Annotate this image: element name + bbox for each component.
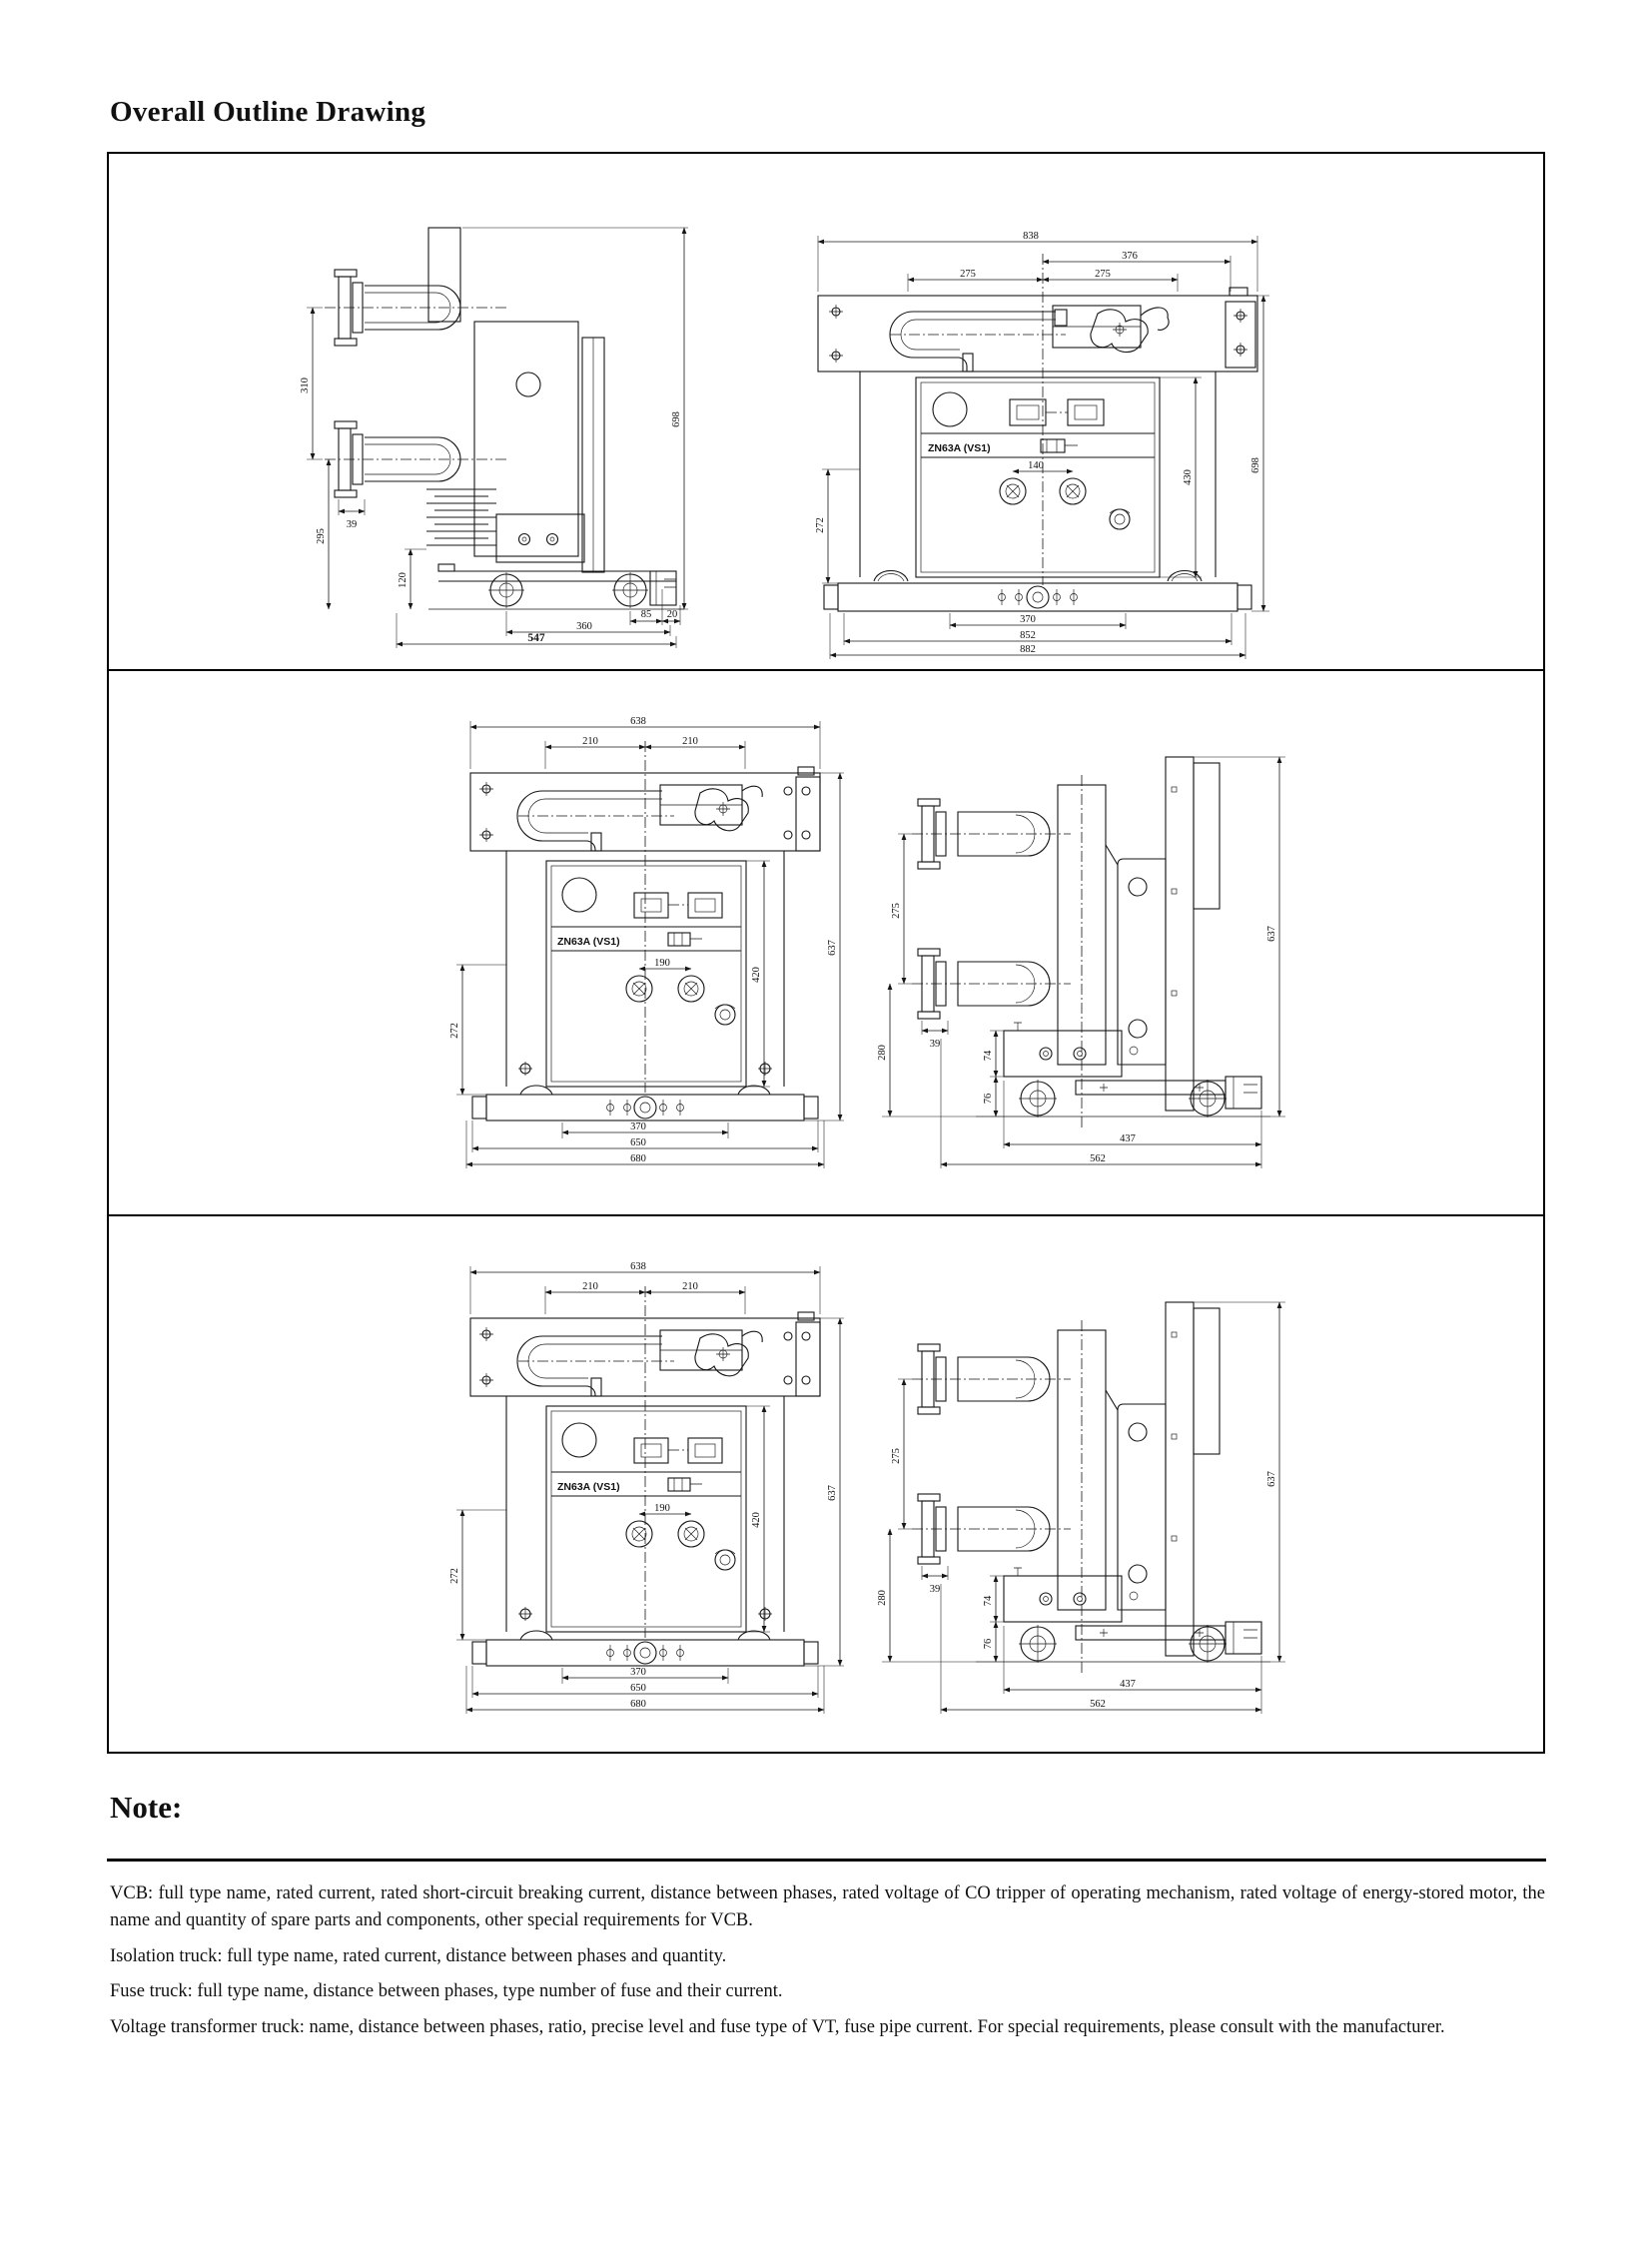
note-item-isolation-truck: Isolation truck: full type name, rated current, distance between phases and quantity. — [110, 1945, 727, 1966]
panel-nameplate: ZN63A (VS1) — [557, 1481, 620, 1493]
panel-nameplate: ZN63A (VS1) — [928, 442, 991, 454]
dim-698: 698 — [1250, 457, 1261, 473]
dim-280: 280 — [877, 1045, 888, 1061]
dim-420: 420 — [751, 967, 762, 983]
vcb-side-geometry — [325, 228, 684, 609]
dim-76: 76 — [983, 1638, 994, 1650]
dim-637: 637 — [1266, 1471, 1277, 1487]
vcb-front-view-drawing — [798, 226, 1277, 660]
dim-547: 547 — [527, 632, 545, 644]
dim-680: 680 — [630, 1153, 646, 1164]
dim-272: 272 — [815, 517, 826, 533]
drawing-row-2 — [109, 671, 1543, 1216]
dim-280: 280 — [877, 1590, 888, 1606]
dim-39: 39 — [929, 1584, 941, 1595]
dim-39: 39 — [929, 1039, 941, 1050]
dim-698: 698 — [671, 411, 682, 427]
truck-front-dimensions — [449, 1261, 844, 1714]
vcb-side-dimensions — [300, 228, 688, 648]
dim-370: 370 — [630, 1667, 646, 1678]
dim-275-left: 275 — [960, 269, 976, 280]
dim-637: 637 — [1266, 926, 1277, 942]
dim-210-right: 210 — [682, 1281, 698, 1292]
truck-front-view-drawing — [428, 713, 858, 1172]
dim-420: 420 — [751, 1512, 762, 1528]
dim-39: 39 — [346, 519, 358, 530]
note-item-vt-truck: Voltage transformer truck: name, distance between phases, ratio, precise level and fuse type of VT, fuse pipe current. For special requirements, please consult with the manufacturer. — [110, 2017, 1445, 2038]
truck-side-geometry — [912, 1302, 1270, 1674]
dim-680: 680 — [630, 1699, 646, 1710]
dim-74: 74 — [983, 1050, 994, 1062]
note-list — [110, 1880, 1545, 2050]
dim-120: 120 — [398, 572, 409, 588]
dim-275: 275 — [891, 903, 902, 919]
dim-370: 370 — [630, 1121, 646, 1132]
drawing-row-3 — [109, 1216, 1543, 1750]
dim-20: 20 — [666, 609, 678, 620]
dim-140: 140 — [1028, 460, 1044, 471]
vcb-front-geometry — [818, 288, 1257, 611]
note-item-vcb: VCB: full type name, rated current, rated short-circuit breaking current, distance between phases, rated voltage of CO tripper of operating mechanism, rated voltage of energy-stored motor, the name and quantity of spare parts and components, other special requirements for VCB. — [110, 1883, 1545, 1930]
dim-430: 430 — [1183, 469, 1194, 485]
truck-side-view-drawing — [866, 729, 1295, 1188]
dim-437: 437 — [1120, 1133, 1136, 1144]
truck-side-dimensions — [877, 757, 1285, 1168]
dim-370: 370 — [1020, 614, 1036, 625]
dim-190: 190 — [654, 958, 670, 969]
vcb-side-view-drawing — [279, 220, 698, 651]
note-divider — [107, 1859, 1546, 1862]
dim-272: 272 — [449, 1023, 460, 1039]
truck-front-view-drawing — [428, 1258, 858, 1718]
dim-85: 85 — [640, 609, 652, 620]
drawing-frame — [107, 152, 1545, 1754]
dim-295: 295 — [316, 528, 327, 544]
dim-360: 360 — [576, 621, 592, 632]
dim-638: 638 — [630, 716, 646, 727]
dim-437: 437 — [1120, 1679, 1136, 1690]
dim-852: 852 — [1020, 630, 1036, 641]
panel-nameplate: ZN63A (VS1) — [557, 936, 620, 948]
dim-275: 275 — [891, 1448, 902, 1464]
dim-210-left: 210 — [582, 1281, 598, 1292]
dim-637: 637 — [827, 1485, 838, 1501]
dim-pole-pitch: 310 — [300, 377, 311, 393]
truck-side-view-drawing — [866, 1274, 1295, 1734]
dim-74: 74 — [983, 1595, 994, 1607]
dim-638: 638 — [630, 1261, 646, 1272]
truck-side-dimensions — [877, 1302, 1285, 1714]
truck-front-dimensions — [449, 716, 844, 1168]
dim-76: 76 — [983, 1093, 994, 1105]
dim-190: 190 — [654, 1503, 670, 1514]
dim-650: 650 — [630, 1137, 646, 1148]
dim-272: 272 — [449, 1568, 460, 1584]
page-title: Overall Outline Drawing — [110, 96, 426, 128]
drawing-row-1 — [109, 154, 1543, 671]
note-item-fuse-truck: Fuse truck: full type name, distance between phases, type number of fuse and their current. — [110, 1981, 783, 2002]
dim-210-right: 210 — [682, 736, 698, 747]
dim-650: 650 — [630, 1683, 646, 1694]
dim-376: 376 — [1122, 251, 1138, 262]
truck-side-geometry — [912, 757, 1270, 1128]
note-heading: Note: — [110, 1790, 183, 1825]
dim-637: 637 — [827, 940, 838, 956]
dim-210-left: 210 — [582, 736, 598, 747]
dim-838: 838 — [1023, 231, 1039, 242]
dim-882: 882 — [1020, 644, 1036, 655]
dim-562: 562 — [1090, 1153, 1106, 1164]
dim-562: 562 — [1090, 1699, 1106, 1710]
dim-275-right: 275 — [1095, 269, 1111, 280]
